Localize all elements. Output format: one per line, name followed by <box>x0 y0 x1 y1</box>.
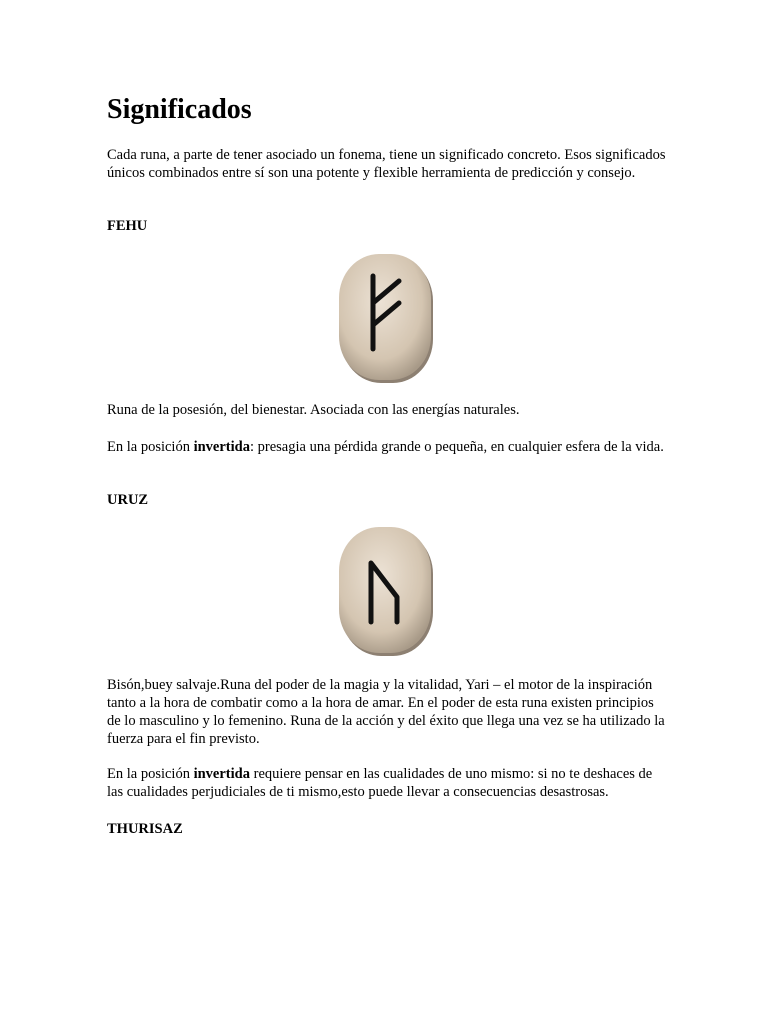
page-title: Significados <box>107 94 252 125</box>
rune-heading-fehu: FEHU <box>107 218 148 234</box>
uruz-rune-stone-icon <box>337 525 437 660</box>
uruz-meaning: Bisón,buey salvaje.Runa del poder de la magia y la vitalidad, Yari – el motor de la inspiración tanto a la hora de combatir como a la hora de amar. En el poder de esta runa existen principios de lo masculino y lo femenino. Runa de la acción y del éxito que llega una vez se ha utilizado la fuerza para el fin previsto. <box>107 677 665 747</box>
inverted-keyword: invertida <box>193 439 250 455</box>
uruz-inverted-paragraph <box>107 765 667 801</box>
inverted-prefix: En la posición <box>107 766 194 782</box>
inverted-text: requiere pensar en las cualidades de uno mismo: si no te deshaces de las cualidades perjudiciales de ti mismo,esto puede llevar a consecuencias desastrosas. <box>107 766 653 800</box>
rune-heading-uruz: URUZ <box>107 492 149 508</box>
inverted-keyword: invertida <box>193 766 250 782</box>
fehu-inverted-paragraph <box>107 438 667 456</box>
intro-paragraph: Cada runa, a parte de tener asociado un fonema, tiene un significado concreto. Esos significados únicos combinados entre sí son una potente y flexible herramienta de predicción y consejo. <box>107 147 666 181</box>
fehu-rune-stone-icon <box>337 252 437 387</box>
inverted-prefix: En la posición <box>107 439 194 455</box>
fehu-meaning: Runa de la posesión, del bienestar. Asociada con las energías naturales. <box>107 402 520 418</box>
rune-heading-thurisaz: THURISAZ <box>107 821 183 837</box>
inverted-text: : presagia una pérdida grande o pequeña, en cualquier esfera de la vida. <box>249 439 664 455</box>
